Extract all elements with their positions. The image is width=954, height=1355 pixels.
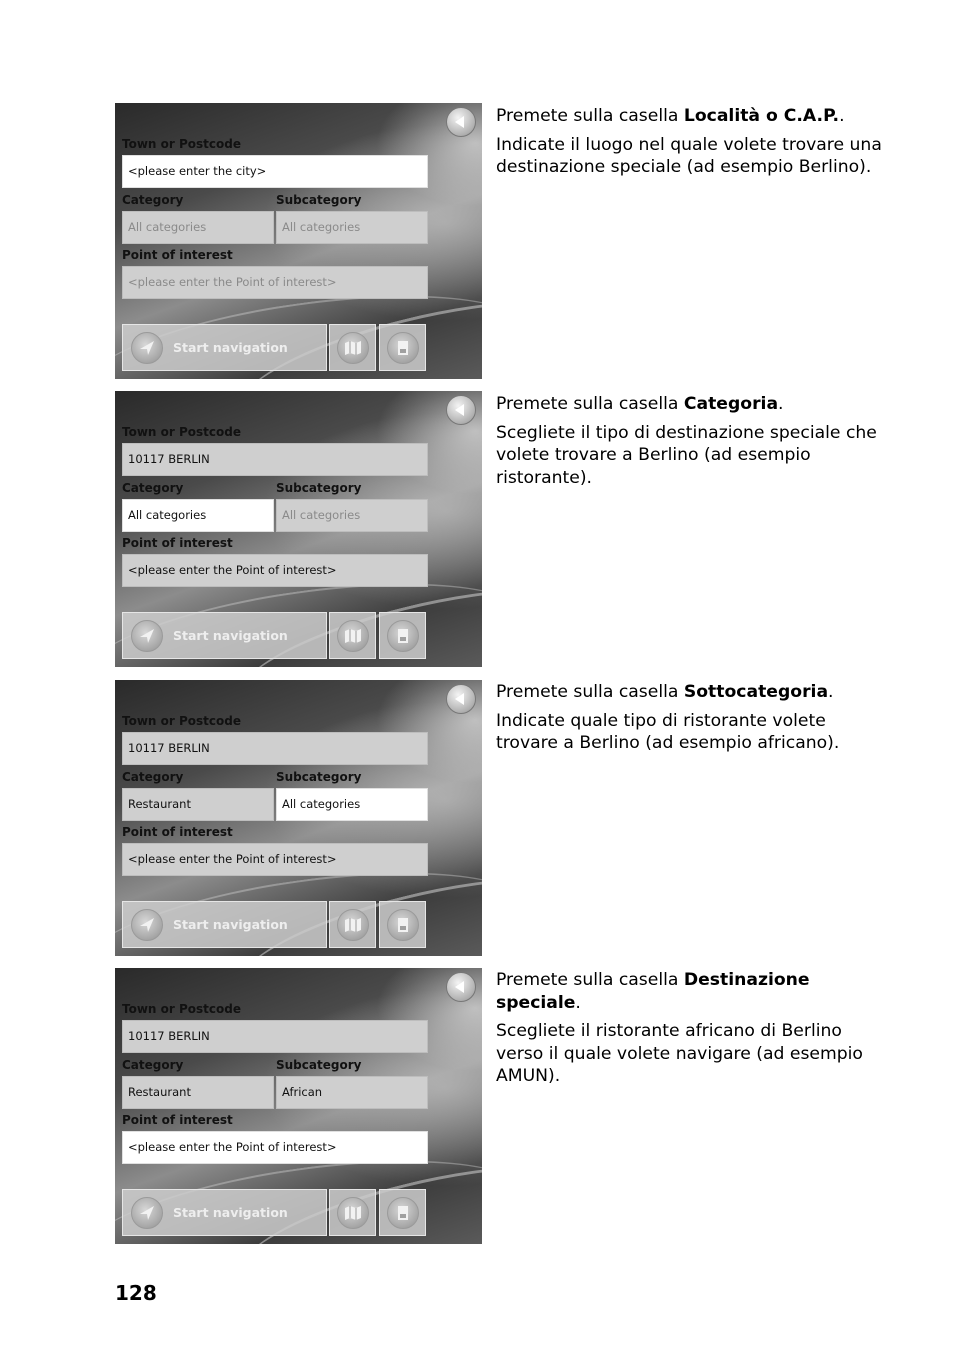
navigation-arrow-icon	[131, 332, 163, 364]
poi-label: Point of interest	[122, 536, 233, 550]
navigation-arrow-icon	[131, 1197, 163, 1229]
step-detail: Scegliete il ristorante africano di Berlino verso il quale volete navigare (ad esempio AMUN).	[496, 1021, 863, 1086]
category-label: Category	[122, 481, 184, 495]
category-field[interactable]: Restaurant	[122, 1076, 274, 1109]
save-button[interactable]	[379, 901, 426, 948]
start-navigation-label: Start navigation	[173, 1205, 288, 1220]
subcategory-field[interactable]: All categories	[276, 499, 428, 532]
step-description-1	[496, 105, 886, 185]
map-button[interactable]	[329, 901, 376, 948]
back-arrow-icon[interactable]	[446, 395, 476, 425]
step-detail: Indicate il luogo nel quale volete trovare una destinazione speciale (ad esempio Berlino).	[496, 134, 882, 177]
save-icon	[387, 620, 419, 652]
navigation-arrow-icon	[131, 620, 163, 652]
start-navigation-button[interactable]	[122, 901, 327, 948]
map-button[interactable]	[329, 324, 376, 371]
category-field[interactable]: All categories	[122, 499, 274, 532]
field-name-bold: Sottocategoria	[683, 682, 829, 702]
step-description-3	[496, 681, 886, 761]
poi-field[interactable]: <please enter the Point of interest>	[122, 266, 428, 299]
nav-screenshot-1	[115, 103, 482, 379]
poi-label: Point of interest	[122, 248, 233, 262]
town-label: Town or Postcode	[122, 1002, 241, 1016]
map-button[interactable]	[329, 1189, 376, 1236]
poi-field[interactable]: <please enter the Point of interest>	[122, 843, 428, 876]
field-name-bold: Destinazione speciale	[496, 970, 810, 1013]
back-arrow-icon[interactable]	[446, 972, 476, 1002]
subcategory-label: Subcategory	[276, 1058, 362, 1072]
category-field[interactable]: Restaurant	[122, 788, 274, 821]
category-label: Category	[122, 1058, 184, 1072]
town-label: Town or Postcode	[122, 425, 241, 439]
step-instruction: Premete sulla casella Sottocategoria.	[496, 682, 834, 702]
subcategory-field[interactable]: All categories	[276, 788, 428, 821]
poi-field[interactable]: <please enter the Point of interest>	[122, 554, 428, 587]
poi-label: Point of interest	[122, 1113, 233, 1127]
navigation-arrow-icon	[131, 909, 163, 941]
field-name-bold: Categoria	[683, 394, 779, 414]
save-button[interactable]	[379, 612, 426, 659]
step-instruction: Premete sulla casella Località o C.A.P..	[496, 106, 845, 126]
save-icon	[387, 332, 419, 364]
town-field[interactable]: <please enter the city>	[122, 155, 428, 188]
town-label: Town or Postcode	[122, 714, 241, 728]
town-field[interactable]: 10117 BERLIN	[122, 443, 428, 476]
back-arrow-icon[interactable]	[446, 684, 476, 714]
step-instruction: Premete sulla casella Destinazione speciale.	[496, 970, 810, 1013]
field-name-bold: Località o C.A.P.	[683, 106, 840, 126]
save-icon	[387, 909, 419, 941]
page-number: 128	[115, 1281, 157, 1305]
save-button[interactable]	[379, 1189, 426, 1236]
nav-screenshot-3	[115, 680, 482, 956]
step-detail: Scegliete il tipo di destinazione speciale che volete trovare a Berlino (ad esempio ristorante).	[496, 422, 877, 488]
subcategory-label: Subcategory	[276, 193, 362, 207]
map-icon	[337, 1197, 369, 1229]
category-label: Category	[122, 770, 184, 784]
town-field[interactable]: 10117 BERLIN	[122, 732, 428, 765]
nav-screenshot-2	[115, 391, 482, 667]
poi-label: Point of interest	[122, 825, 233, 839]
save-button[interactable]	[379, 324, 426, 371]
step-description-2	[496, 393, 886, 495]
start-navigation-label: Start navigation	[173, 340, 288, 355]
start-navigation-button[interactable]	[122, 1189, 327, 1236]
start-navigation-button[interactable]	[122, 612, 327, 659]
map-button[interactable]	[329, 612, 376, 659]
step-description-4	[496, 969, 886, 1094]
subcategory-label: Subcategory	[276, 770, 362, 784]
subcategory-field[interactable]: African	[276, 1076, 428, 1109]
step-detail: Indicate quale tipo di ristorante volete trovare a Berlino (ad esempio africano).	[496, 710, 840, 753]
step-instruction: Premete sulla casella Categoria.	[496, 394, 784, 414]
start-navigation-label: Start navigation	[173, 917, 288, 932]
town-field[interactable]: 10117 BERLIN	[122, 1020, 428, 1053]
subcategory-label: Subcategory	[276, 481, 362, 495]
town-label: Town or Postcode	[122, 137, 241, 151]
map-icon	[337, 332, 369, 364]
map-icon	[337, 620, 369, 652]
start-navigation-label: Start navigation	[173, 628, 288, 643]
subcategory-field[interactable]: All categories	[276, 211, 428, 244]
save-icon	[387, 1197, 419, 1229]
back-arrow-icon[interactable]	[446, 107, 476, 137]
nav-screenshot-4	[115, 968, 482, 1244]
poi-field[interactable]: <please enter the Point of interest>	[122, 1131, 428, 1164]
map-icon	[337, 909, 369, 941]
start-navigation-button[interactable]	[122, 324, 327, 371]
category-field[interactable]: All categories	[122, 211, 274, 244]
category-label: Category	[122, 193, 184, 207]
